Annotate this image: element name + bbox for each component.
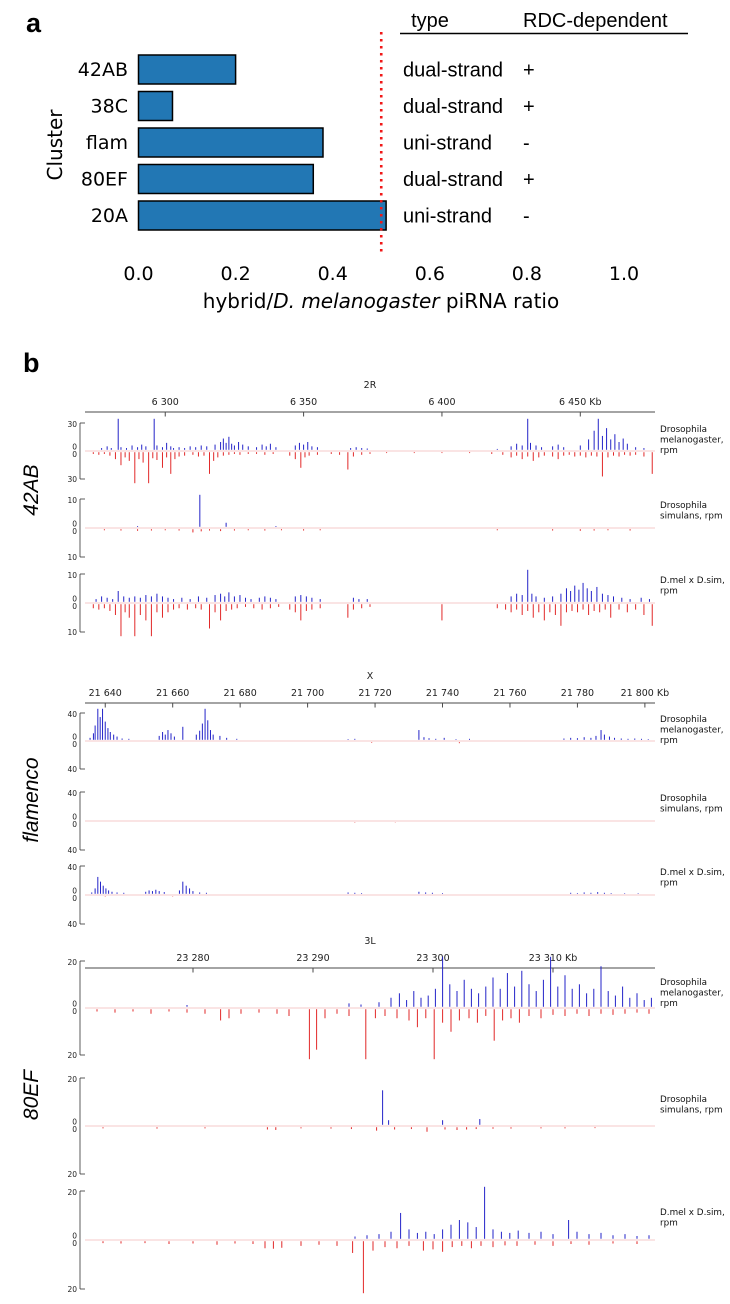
axis-tick-label: 21 720 <box>358 688 392 699</box>
y-max-label: 10 <box>67 496 77 505</box>
subtrack-1 <box>67 495 722 562</box>
x-tick-0.8: 0.8 <box>511 263 543 285</box>
sample-label: Drosophila melanogaster, rpm <box>660 978 724 1009</box>
subtrack-0 <box>67 709 723 774</box>
subtrack-0 <box>67 957 723 1060</box>
axis-tick-label: 21 680 <box>223 688 257 699</box>
subtrack-2 <box>67 863 724 929</box>
table-row <box>403 169 535 191</box>
y-max-label: 20 <box>67 958 77 967</box>
bar-label-80EF: 80EF <box>80 168 128 191</box>
bar-80EF <box>139 165 314 194</box>
table-row <box>403 133 530 155</box>
track-80EF <box>67 936 724 1294</box>
x-tick-0.4: 0.4 <box>317 263 348 285</box>
y-min-label: 10 <box>67 553 77 562</box>
x-tick-0.0: 0.0 <box>123 263 154 285</box>
y-max-label: 20 <box>67 1188 77 1197</box>
axis-tick-label: 21 740 <box>425 688 460 699</box>
y-max-label: 30 <box>67 420 77 429</box>
y-zero-label-plus: 0 <box>72 999 77 1009</box>
chromosome-label: 2R <box>363 380 377 391</box>
y-zero-label-minus: 0 <box>72 820 77 829</box>
cell-rdc-dependent: + <box>523 96 535 118</box>
track-flamenco <box>67 671 724 929</box>
y-zero-label-plus: 0 <box>72 886 77 896</box>
y-max-label: 40 <box>67 863 77 872</box>
y-min-label: 10 <box>67 628 77 637</box>
axis-tick-label: 21 700 <box>290 688 325 699</box>
panel-a-table <box>403 60 535 228</box>
sample-label: D.mel x D.sim, rpm <box>660 576 725 597</box>
y-min-label: 40 <box>67 920 77 929</box>
y-zero-label-plus: 0 <box>72 442 77 452</box>
y-zero-label-plus: 0 <box>72 1117 77 1127</box>
y-zero-label-plus: 0 <box>72 594 77 604</box>
panel-a-bar-chart <box>78 32 639 285</box>
bar-42AB <box>139 55 236 84</box>
y-zero-label-minus: 0 <box>72 450 77 459</box>
x-tick-0.2: 0.2 <box>220 263 251 285</box>
panel-b-label: b <box>23 348 40 378</box>
panel-b-genome-tracks <box>67 380 724 1294</box>
track-name-42AB: 42AB <box>20 464 43 516</box>
axis-tick-label: 6 300 <box>151 397 179 408</box>
axis-tick-label: 21 760 <box>493 688 527 699</box>
axis-tick-label: 6 400 <box>428 397 456 408</box>
y-min-label: 40 <box>67 846 77 855</box>
y-max-label: 10 <box>67 571 77 580</box>
y-min-label: 20 <box>67 1170 77 1179</box>
sample-label: Drosophila melanogaster, rpm <box>660 715 724 746</box>
y-zero-label-plus: 0 <box>72 732 77 742</box>
axis-tick-label: 21 780 <box>560 688 595 699</box>
track-42AB <box>67 380 724 637</box>
bar-label-20A: 20A <box>90 205 128 227</box>
sample-label: Drosophila simulans, rpm <box>660 501 723 522</box>
x-tick-0.6: 0.6 <box>414 263 445 285</box>
axis-tick-label: 23 280 <box>176 953 210 964</box>
bar-38C <box>139 92 173 121</box>
bar-20A <box>139 201 387 230</box>
axis-tick-label: 21 660 <box>156 688 190 699</box>
cell-type: uni-strand <box>403 132 492 155</box>
y-min-label: 20 <box>67 1285 77 1294</box>
cell-rdc-dependent: - <box>523 205 530 228</box>
axis-tick-label: 21 640 <box>88 688 122 699</box>
y-max-label: 40 <box>67 789 77 798</box>
x-tick-1.0: 1.0 <box>608 263 640 285</box>
subtrack-1 <box>67 1075 722 1179</box>
sample-label: Drosophila melanogaster, rpm <box>660 425 724 456</box>
axis-tick-label: 23 300 <box>416 953 450 964</box>
y-zero-label-minus: 0 <box>72 894 77 903</box>
y-axis-title: Cluster <box>43 109 67 181</box>
bar-label-42AB: 42AB <box>77 59 128 81</box>
y-zero-label-minus: 0 <box>72 1239 77 1248</box>
bar-label-38C: 38C <box>90 95 128 118</box>
y-zero-label-minus: 0 <box>72 527 77 536</box>
cell-rdc-dependent: + <box>523 169 535 191</box>
y-min-label: 40 <box>67 765 77 774</box>
y-zero-label-plus: 0 <box>72 812 77 822</box>
table-row <box>403 96 535 118</box>
table-header-rdc-dependent: RDC-dependent <box>523 10 668 32</box>
chromosome-label: X <box>366 671 374 682</box>
subtrack-0 <box>67 419 723 484</box>
y-min-label: 20 <box>67 1051 77 1060</box>
bar-label-flam: flam <box>85 132 128 154</box>
sample-label: Drosophila simulans, rpm <box>660 1095 723 1116</box>
y-max-label: 20 <box>67 1075 77 1084</box>
cell-type: dual-strand <box>403 59 504 82</box>
cell-type: dual-strand <box>403 96 504 118</box>
axis-tick-label: 6 450 Kb <box>559 397 602 408</box>
y-zero-label-minus: 0 <box>72 602 77 611</box>
chromosome-label: 3L <box>364 936 376 947</box>
table-header-type: type <box>411 10 449 32</box>
axis-tick-label: 23 290 <box>296 953 330 964</box>
subtrack-2 <box>67 570 724 637</box>
panel-a-label: a <box>26 8 42 38</box>
cell-rdc-dependent: + <box>523 59 535 82</box>
track-name-flamenco: flamenco <box>20 757 43 843</box>
y-zero-label-minus: 0 <box>72 1007 77 1016</box>
y-zero-label-plus: 0 <box>72 519 77 529</box>
track-name-80EF: 80EF <box>20 1069 43 1121</box>
y-zero-label-minus: 0 <box>72 740 77 749</box>
bar-flam <box>139 128 323 157</box>
y-zero-label-plus: 0 <box>72 1231 77 1241</box>
table-row <box>403 60 535 82</box>
subtrack-2 <box>67 1187 724 1294</box>
sample-label: Drosophila simulans, rpm <box>660 794 723 815</box>
axis-tick-label: 23 310 Kb <box>528 953 578 964</box>
x-axis-title: hybrid/D. melanogaster piRNA ratio <box>202 289 560 313</box>
table-row <box>403 206 530 228</box>
cell-type: uni-strand <box>403 205 492 228</box>
axis-tick-label: 6 350 <box>289 397 318 408</box>
y-zero-label-minus: 0 <box>72 1125 77 1134</box>
y-max-label: 40 <box>67 710 77 719</box>
axis-tick-label: 21 800 Kb <box>620 688 670 699</box>
cell-rdc-dependent: - <box>523 132 530 155</box>
y-min-label: 30 <box>67 475 77 484</box>
subtrack-1 <box>67 789 722 855</box>
sample-label: D.mel x D.sim, rpm <box>660 1208 725 1229</box>
cell-type: dual-strand <box>403 169 504 191</box>
sample-label: D.mel x D.sim, rpm <box>660 868 725 889</box>
